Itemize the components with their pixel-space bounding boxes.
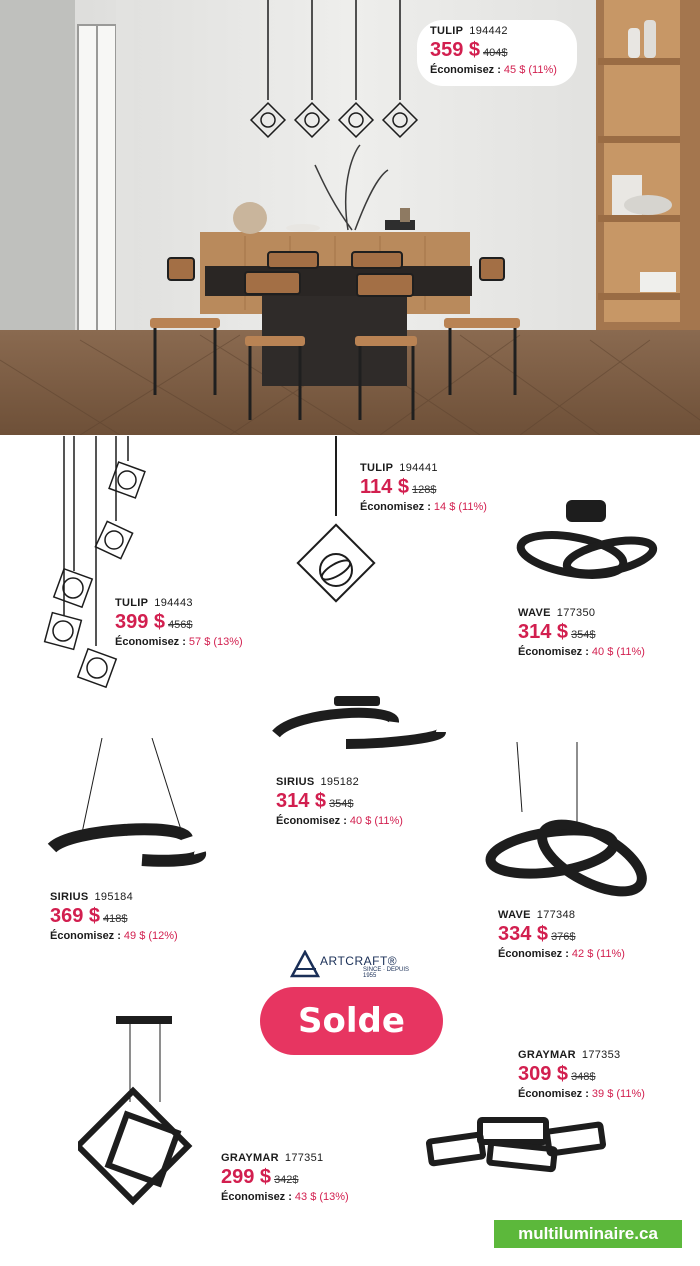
product-name: TULIP bbox=[360, 462, 394, 474]
savings-amount: 49 $ (12%) bbox=[123, 930, 178, 942]
price-tag-wave-177350 bbox=[518, 607, 645, 658]
product-sku: 177351 bbox=[284, 1152, 324, 1164]
sirius-ring-pendant-image bbox=[42, 738, 207, 873]
regular-price: 348$ bbox=[571, 1071, 596, 1083]
savings-amount: 39 $ (11%) bbox=[591, 1088, 645, 1100]
savings-label: Économisez : bbox=[498, 948, 569, 960]
savings-amount: 45 $ (11%) bbox=[503, 64, 557, 76]
website-link[interactable]: multiluminaire.ca bbox=[494, 1220, 682, 1248]
product-sku: 195184 bbox=[94, 891, 133, 903]
wave-pendant-image bbox=[482, 742, 660, 902]
regular-price: 342$ bbox=[274, 1174, 299, 1186]
product-sku: 177348 bbox=[536, 909, 576, 921]
savings-amount: 14 $ (11%) bbox=[433, 501, 487, 513]
product-sku: 177350 bbox=[556, 607, 596, 619]
price-tag-tulip-194443 bbox=[115, 597, 243, 648]
savings-label: Économisez : bbox=[360, 501, 431, 513]
savings-label: Économisez : bbox=[518, 1088, 589, 1100]
brand-tagline: SINCE · DEPUIS 1955 bbox=[363, 967, 410, 979]
product-name: TULIP bbox=[115, 597, 149, 609]
product-sku: 177353 bbox=[581, 1049, 621, 1061]
regular-price: 404$ bbox=[483, 47, 508, 59]
savings-amount: 43 $ (13%) bbox=[294, 1191, 349, 1203]
savings-amount: 57 $ (13%) bbox=[188, 636, 243, 648]
sale-price: 314 $ bbox=[518, 621, 569, 643]
regular-price: 376$ bbox=[551, 931, 576, 943]
product-sku: 194441 bbox=[399, 462, 438, 474]
savings-amount: 42 $ (11%) bbox=[571, 948, 625, 960]
savings-label: Économisez : bbox=[518, 646, 589, 658]
price-tag-sirius-195184 bbox=[50, 891, 178, 942]
price-tag-graymar-177351 bbox=[221, 1152, 349, 1203]
graymar-pendant-image bbox=[78, 1012, 198, 1212]
product-name: GRAYMAR bbox=[518, 1049, 576, 1061]
regular-price: 128$ bbox=[411, 484, 437, 496]
savings-amount: 40 $ (11%) bbox=[349, 815, 403, 827]
product-name: SIRIUS bbox=[276, 776, 315, 788]
sale-price: 359 $ bbox=[430, 39, 481, 61]
regular-price: 354$ bbox=[571, 629, 596, 641]
savings-label: Économisez : bbox=[50, 930, 121, 942]
regular-price: 418$ bbox=[103, 913, 128, 925]
product-name: TULIP bbox=[430, 25, 464, 37]
savings-label: Économisez : bbox=[115, 636, 186, 648]
sale-price: 299 $ bbox=[221, 1166, 272, 1188]
artcraft-logo bbox=[290, 950, 415, 980]
wave-flush-mount-image bbox=[510, 495, 665, 590]
price-tag-tulip-194441 bbox=[360, 462, 487, 513]
sale-price: 314 $ bbox=[276, 790, 327, 812]
product-sku: 195182 bbox=[320, 776, 359, 788]
savings-label: Économisez : bbox=[276, 815, 347, 827]
product-name: SIRIUS bbox=[50, 891, 89, 903]
product-name: WAVE bbox=[498, 909, 531, 921]
sale-price: 309 $ bbox=[518, 1063, 569, 1085]
sale-price: 399 $ bbox=[115, 611, 166, 633]
sirius-flush-mount-image bbox=[266, 692, 446, 762]
graymar-flush-mount-image bbox=[420, 1110, 610, 1190]
hero-room-photo bbox=[0, 0, 700, 435]
dining-room-illustration bbox=[0, 0, 700, 435]
brand-name: ARTCRAFT® bbox=[320, 954, 398, 968]
sale-price: 114 $ bbox=[360, 476, 409, 498]
regular-price: 456$ bbox=[168, 619, 193, 631]
product-name: GRAYMAR bbox=[221, 1152, 279, 1164]
product-sku: 194442 bbox=[469, 25, 508, 37]
sale-price: 334 $ bbox=[498, 923, 549, 945]
savings-amount: 40 $ (11%) bbox=[591, 646, 645, 658]
regular-price: 354$ bbox=[329, 798, 354, 810]
price-tag-tulip-194442 bbox=[417, 20, 577, 86]
price-tag-wave-177348 bbox=[498, 909, 625, 960]
price-tag-sirius-195182 bbox=[276, 776, 403, 827]
product-sku: 194443 bbox=[154, 597, 193, 609]
price-tag-graymar-177353 bbox=[518, 1049, 645, 1100]
artcraft-triangle-icon bbox=[290, 950, 320, 978]
product-name: WAVE bbox=[518, 607, 551, 619]
savings-label: Économisez : bbox=[430, 64, 501, 76]
savings-label: Économisez : bbox=[221, 1191, 292, 1203]
solde-badge: Solde bbox=[260, 987, 443, 1055]
sale-price: 369 $ bbox=[50, 905, 101, 927]
tulip-cluster-pendant-image bbox=[40, 436, 150, 706]
